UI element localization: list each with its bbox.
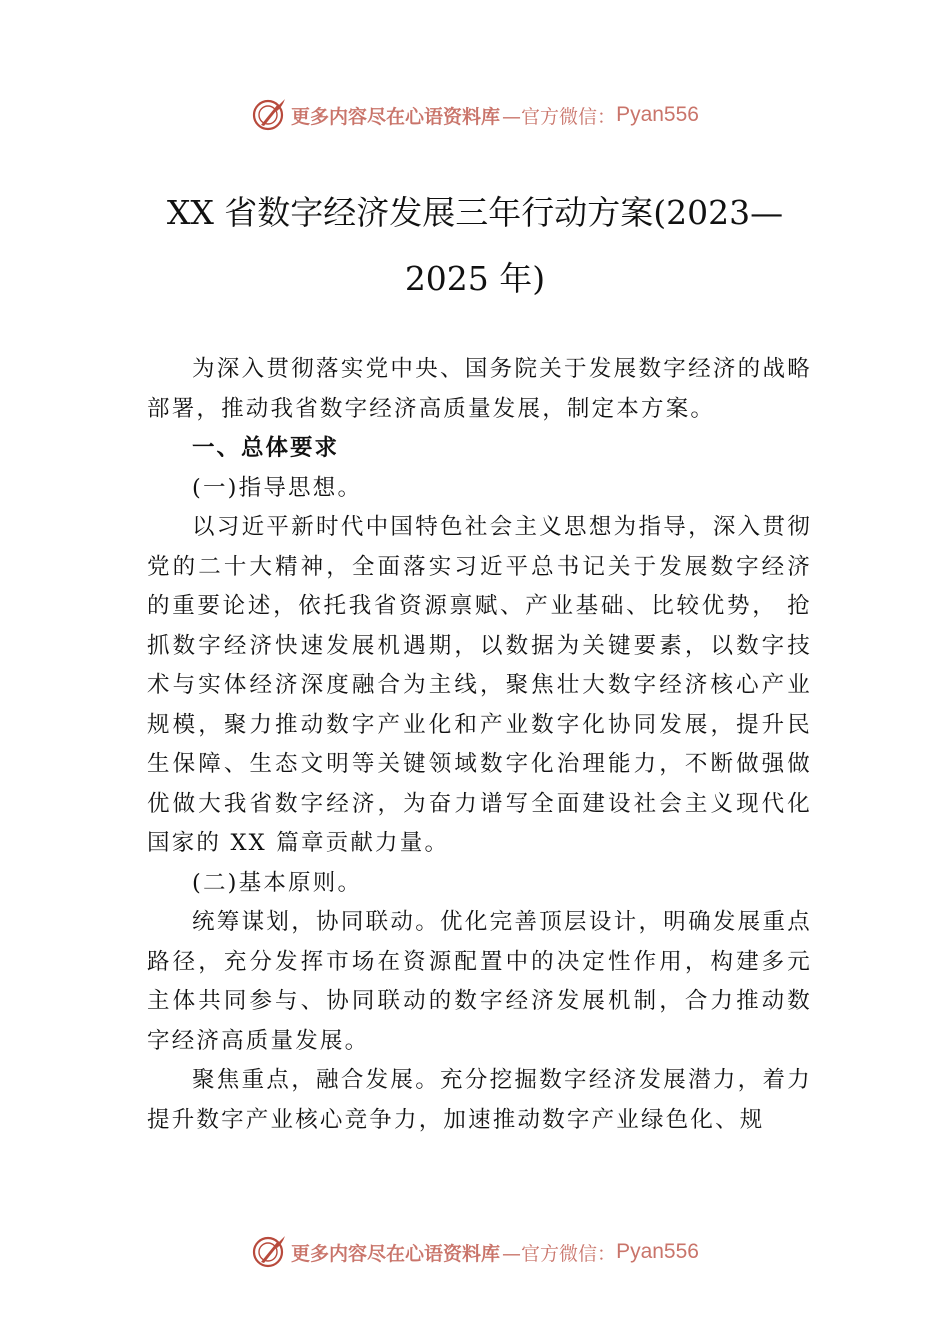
title-line-2: 2025 年) — [404, 259, 546, 298]
quill-logo-icon — [251, 1234, 287, 1270]
document-title — [100, 180, 850, 312]
banner-side-text: —官方微信： — [502, 105, 617, 128]
paragraph-guiding-ideology: 以习近平新时代中国特色社会主义思想为指导，深入贯彻党的二十大精神，全面落实习近平总书记关于发展数字经济的重要论述，依托我省资源禀赋、产业基础、比较优势， 抢抓数字经济快速发展机遇期，以数据为关键要素，以数字技术与实体经济深度融合为主线，聚焦壮大数字经济核心产业规模，聚力推动数字产业化和产业数字化协同发展，提升民生保障、生态文明等关键领域数字化治理能力，不断做强做优做大我省数字经济，为奋力谱写全面建设社会主义现代化国家的 XX 篇章贡献力量。 — [147, 514, 812, 856]
banner-side-text: —官方微信： — [502, 1242, 617, 1265]
banner-main-text: 更多内容尽在心语资料库 — [291, 1242, 501, 1265]
banner-main-text: 更多内容尽在心语资料库 — [291, 105, 501, 128]
quill-logo-icon — [251, 97, 287, 133]
intro-paragraph: 为深入贯彻落实党中央、国务院关于发展数字经济的战略部署，推动我省数字经济高质量发展，制定本方案。 — [147, 356, 812, 422]
subheading-basic-principles: (二)基本原则。 — [192, 869, 363, 896]
paragraph-principle-focus: 聚焦重点，融合发展。充分挖掘数字经济发展潜力，着力提升数字产业核心竞争力，加速推动数字产业绿色化、规 — [147, 1067, 812, 1133]
paragraph-principle-coordination: 统筹谋划，协同联动。优化完善顶层设计，明确发展重点路径，充分发挥市场在资源配置中的决定性作用，构建多元主体共同参与、协同联动的数字经济发展机制，合力推动数字经济高质量发展。 — [147, 909, 812, 1054]
header-watermark — [0, 95, 950, 135]
banner-wechat-id: Pyan556 — [616, 103, 699, 126]
banner-wechat-id: Pyan556 — [616, 1240, 699, 1263]
title-line-1: XX 省数字经济发展三年行动方案(2023— — [166, 193, 784, 232]
subheading-guiding-ideology: (一)指导思想。 — [192, 474, 363, 501]
footer-watermark — [0, 1232, 950, 1272]
section-heading-1: 一、总体要求 — [192, 435, 340, 461]
document-body — [147, 350, 812, 1140]
